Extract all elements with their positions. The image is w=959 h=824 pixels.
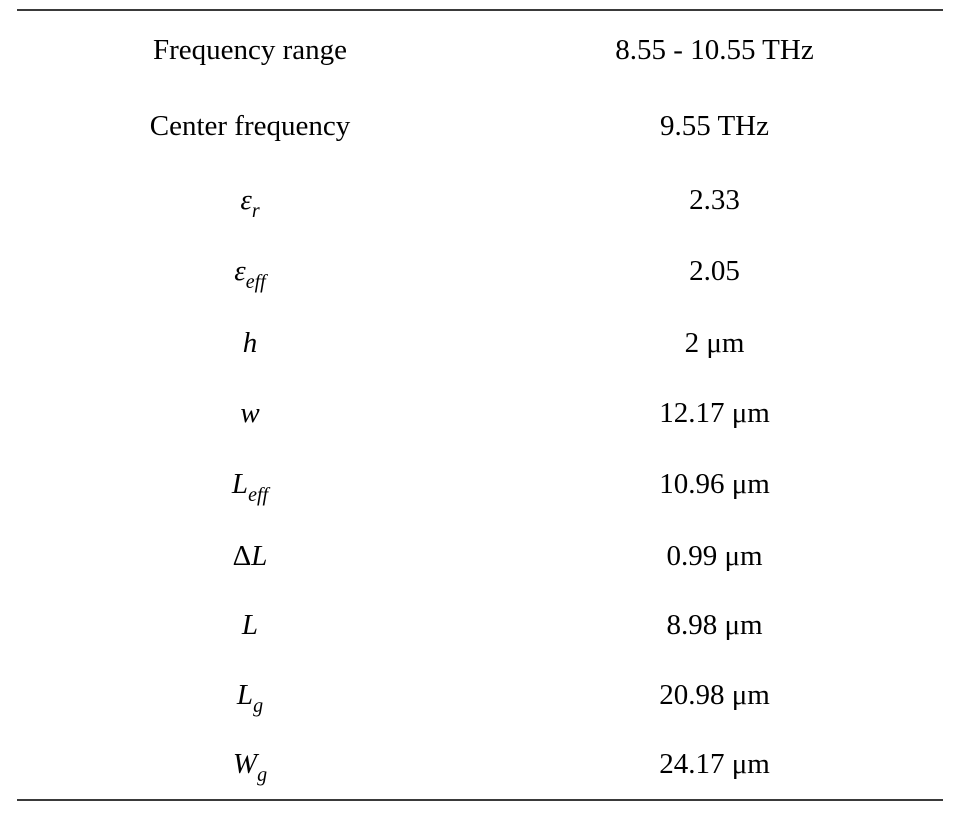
table-top-rule	[17, 9, 943, 11]
symbol-subscript: g	[253, 695, 264, 717]
table-row-center-frequency	[17, 106, 943, 146]
param-symbol	[140, 251, 360, 291]
param-symbol	[140, 744, 360, 784]
param-label: Frequency range	[152, 34, 348, 66]
table-row-w	[17, 393, 943, 433]
param-symbol	[140, 675, 360, 715]
parameters-table	[17, 9, 943, 801]
symbol-base: L	[241, 609, 259, 641]
symbol-base: L	[231, 468, 249, 500]
table-row-l	[17, 605, 943, 645]
param-symbol	[140, 464, 360, 504]
param-symbol	[140, 323, 360, 363]
symbol-base: h	[242, 327, 258, 359]
param-symbol	[140, 393, 360, 433]
symbol-base: W	[232, 748, 258, 780]
symbol-base: ε	[240, 184, 252, 216]
param-value: 2.05	[689, 255, 740, 287]
param-value: 8.55 - 10.55 THz	[615, 34, 814, 66]
param-value: 8.98 μm	[666, 609, 763, 641]
param-value: 12.17 μm	[659, 397, 770, 429]
table-row-l-eff	[17, 464, 943, 504]
param-value: 10.96 μm	[659, 468, 770, 500]
symbol-base: L	[251, 540, 268, 572]
table-row-delta-l	[17, 536, 943, 576]
symbol-subscript: r	[251, 200, 260, 222]
param-value: 24.17 μm	[659, 748, 770, 780]
table-row-l-g	[17, 675, 943, 715]
param-symbol	[140, 536, 360, 576]
param-value: 2.33	[689, 184, 740, 216]
table-bottom-rule	[17, 799, 943, 801]
table-row-frequency-range	[17, 30, 943, 70]
param-symbol	[140, 180, 360, 220]
symbol-subscript: eff	[248, 484, 269, 506]
symbol-base: ε	[234, 255, 246, 287]
table-row-epsilon-eff	[17, 251, 943, 291]
table-row-w-g	[17, 744, 943, 784]
param-symbol	[140, 605, 360, 645]
param-value: 2 μm	[684, 327, 745, 359]
symbol-base: L	[236, 679, 254, 711]
symbol-base: w	[240, 397, 260, 429]
symbol-prefix: Δ	[232, 540, 252, 572]
table-row-h	[17, 323, 943, 363]
symbol-subscript: g	[257, 764, 268, 786]
param-label: Center frequency	[149, 110, 351, 142]
param-value: 9.55 THz	[659, 110, 769, 142]
param-value: 0.99 μm	[666, 540, 763, 572]
symbol-subscript: eff	[245, 271, 266, 293]
table-row-epsilon-r	[17, 180, 943, 220]
param-value: 20.98 μm	[659, 679, 770, 711]
